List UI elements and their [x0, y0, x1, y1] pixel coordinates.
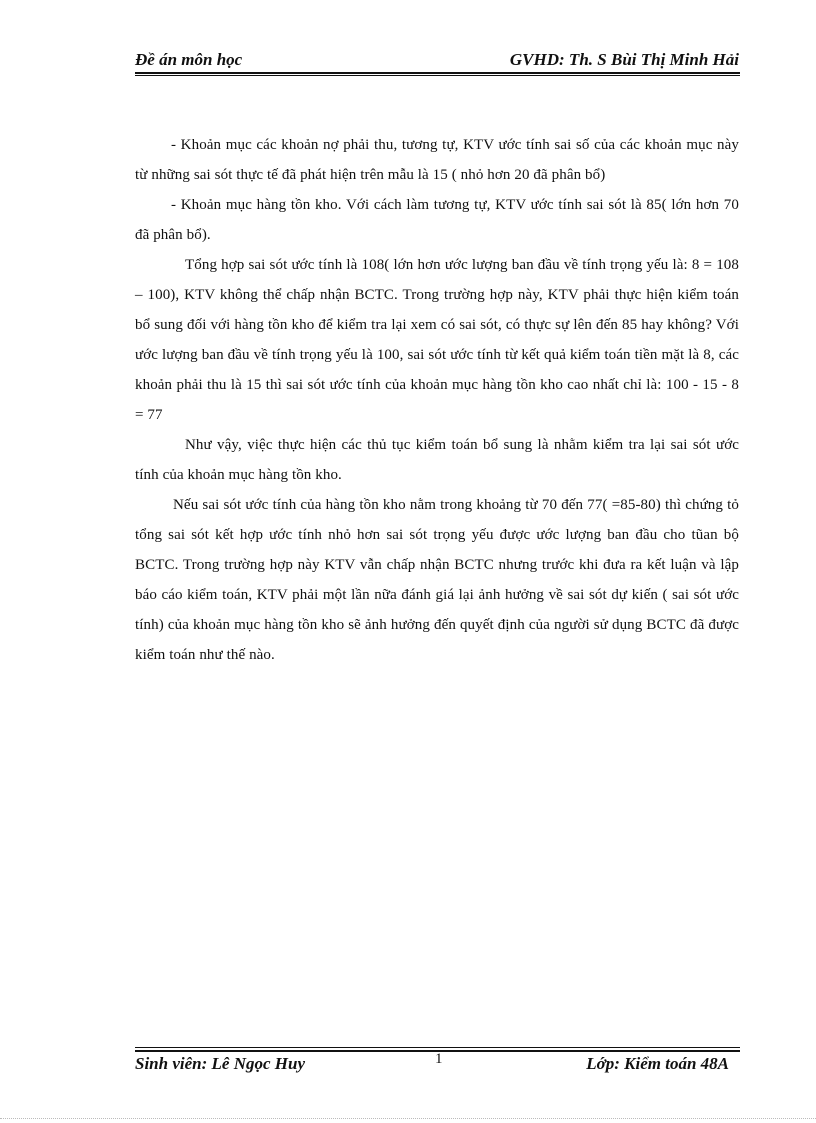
- page-bottom-dotted-edge: [0, 1118, 816, 1119]
- paragraph-inventory: - Khoản mục hàng tồn kho. Với cách làm tương tự, KTV ước tính sai sót là 85( lớn hơn 70 đã phân bổ).: [135, 197, 739, 243]
- header-rule-thin: [135, 75, 740, 76]
- page-number: 1: [435, 1051, 443, 1067]
- footer-class: Lớp: Kiểm toán 48A: [586, 1054, 729, 1073]
- page-header: [135, 50, 739, 74]
- header-course-title: Đề án môn học: [135, 50, 243, 69]
- paragraph-additional-procedures: Như vậy, việc thực hiện các thủ tục kiểm toán bổ sung là nhằm kiểm tra lại sai sót ước tính của khoản mục hàng tồn kho.: [135, 437, 739, 483]
- page-footer: [135, 1051, 739, 1078]
- footer-rule-thin: [135, 1047, 740, 1048]
- body-text: [135, 130, 739, 670]
- footer-student: Sinh viên: Lê Ngọc Huy: [135, 1054, 305, 1073]
- header-supervisor: GVHD: Th. S Bùi Thị Minh Hải: [509, 50, 739, 69]
- paragraph-conclusion: Nếu sai sót ước tính của hàng tồn kho nằm trong khoảng từ 70 đến 77( =85-80) thì chứng tỏ tổng sai sót kết hợp ước tính nhỏ hơn sai sót trọng yếu được ước lượng ban đầu cho tũan bộ BCTC. Trong trường hợp này KTV vẫn chấp nhận BCTC nhưng trước khi đưa ra kết luận và lập báo cáo kiểm toán, KTV phải một lần nữa đánh giá lại ảnh hưởng về sai sót dự kiến ( sai sót ước tính) của khoản mục hàng tồn kho sẽ ảnh hưởng đến quyết định của người sử dụng BCTC đã được kiểm toán như thế nào.: [135, 497, 739, 663]
- paragraph-receivables: - Khoản mục các khoản nợ phải thu, tương tự, KTV ước tính sai số của các khoản mục này từ những sai sót thực tế đã phát hiện trên mẫu là 15 ( nhỏ hơn 20 đã phân bổ): [135, 137, 739, 183]
- paragraph-total-misstatement: Tổng hợp sai sót ước tính là 108( lớn hơn ước lượng ban đầu về tính trọng yếu là: 8 = 108 – 100), KTV không thể chấp nhận BCTC. Trong trường hợp này, KTV phải thực hiện kiểm toán bổ sung đối với hàng tồn kho để kiểm tra lại xem có sai sót, có thực sự lên đến 85 hay không? Với ước lượng ban đầu về tính trọng yếu là 100, sai sót ước tính từ kết quả kiểm toán tiền mặt là 8, các khoản phải thu là 15 thì sai sót ước tính của khoản mục hàng tồn kho cao nhất chỉ là: 100 - 15 - 8 = 77: [135, 257, 739, 423]
- header-rule-thick: [135, 72, 740, 74]
